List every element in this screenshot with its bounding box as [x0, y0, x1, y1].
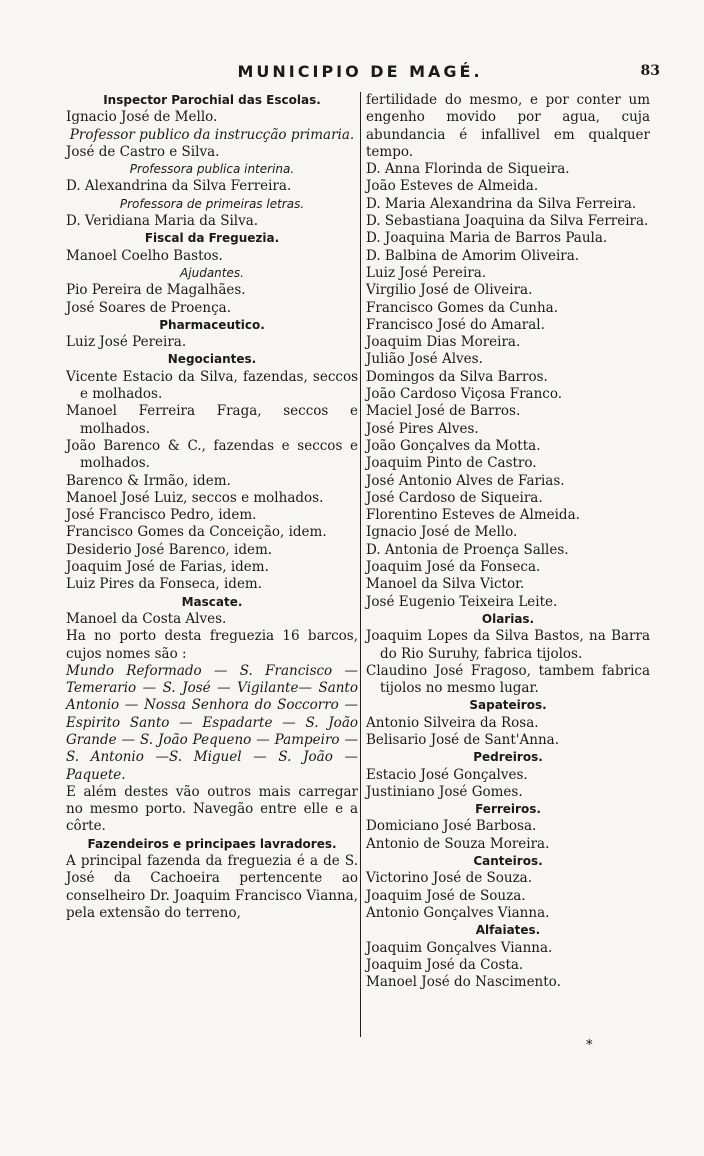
- list-entry: Manoel José do Nascimento.: [366, 974, 561, 991]
- left-column: [66, 92, 358, 922]
- list-entry: Domiciano José Barbosa.: [366, 818, 537, 835]
- list-entry: D. Joaquina Maria de Barros Paula.: [366, 230, 608, 247]
- role-heading: Professor publico da instrucção primaria.: [69, 126, 355, 143]
- section-heading: Mascate.: [181, 594, 243, 609]
- section-heading: Olarias.: [481, 611, 535, 626]
- list-entry: João Esteves de Almeida.: [366, 178, 539, 195]
- list-entry: José Francisco Pedro, idem.: [66, 507, 257, 524]
- list-entry: Virgilio José de Oliveira.: [366, 282, 533, 299]
- list-entry: Julião José Alves.: [366, 351, 483, 368]
- list-entry: José de Castro e Silva.: [66, 143, 220, 160]
- section-subheading: Professora publica interina.: [129, 162, 295, 177]
- list-entry: Manoel José Luiz, seccos e molhados.: [66, 489, 324, 506]
- list-entry: José Cardoso de Siqueira.: [366, 489, 543, 506]
- list-entry: D. Anna Florinda de Siqueira.: [366, 161, 570, 178]
- section-heading: Inspector Parochial das Escolas.: [103, 93, 321, 107]
- list-entry: Claudino José Fragoso, tambem fabrica tijolos no mesmo lugar.: [366, 662, 650, 697]
- list-entry: Joaquim José da Costa.: [366, 956, 524, 973]
- section-heading: Sapateiros.: [469, 698, 547, 713]
- paragraph: Ha no porto desta freguezia 16 barcos, cujos nomes são :: [66, 628, 358, 662]
- list-entry: José Eugenio Teixeira Leite.: [366, 593, 558, 610]
- list-entry: José Soares de Proença.: [66, 299, 232, 316]
- footer-mark: *: [586, 1038, 593, 1053]
- paragraph: fertilidade do mesmo, e por conter um engenho movido por agua, cuja abundancia é infallivel em qualquer tempo.: [366, 92, 650, 160]
- list-entry: D. Veridiana Maria da Silva.: [66, 213, 259, 230]
- list-entry: Antonio de Souza Moreira.: [366, 835, 550, 852]
- list-entry: Joaquim Pinto de Castro.: [366, 455, 537, 472]
- section-heading: Negociantes.: [167, 352, 257, 367]
- page-number: 83: [640, 63, 660, 79]
- list-entry: Vicente Estacio da Silva, fazendas, seccos e molhados.: [66, 368, 358, 403]
- list-entry: D. Alexandrina da Silva Ferreira.: [66, 178, 292, 195]
- list-entry: D. Sebastiana Joaquina da Silva Ferreira.: [366, 213, 649, 230]
- list-entry: José Antonio Alves de Farias.: [366, 472, 565, 489]
- section-heading: Ferreiros.: [475, 802, 541, 817]
- list-entry: Joaquim José de Souza.: [366, 887, 526, 904]
- list-entry: Ignacio José de Mello.: [366, 524, 518, 541]
- list-entry: Antonio Silveira da Rosa.: [366, 714, 539, 731]
- list-entry: Manoel Coelho Bastos.: [66, 247, 223, 264]
- list-entry: João Barenco & C., fazendas e seccos e molhados.: [66, 437, 358, 472]
- list-entry: Desiderio José Barenco, idem.: [66, 541, 273, 558]
- list-entry: João Cardoso Viçosa Franco.: [366, 386, 563, 403]
- list-entry: Francisco Gomes da Conceição, idem.: [66, 524, 327, 541]
- list-entry: João Gonçalves da Motta.: [366, 437, 541, 454]
- list-entry: Luiz José Pereira.: [66, 334, 187, 351]
- list-entry: D. Antonia de Proença Salles.: [366, 541, 569, 558]
- list-entry: Manoel Ferreira Fraga, seccos e molhados.: [66, 403, 358, 437]
- list-entry: Ignacio José de Mello.: [66, 109, 218, 126]
- section-heading: Fiscal da Freguezia.: [144, 231, 280, 246]
- section-heading: Pedreiros.: [473, 750, 543, 765]
- list-entry: D. Maria Alexandrina da Silva Ferreira.: [366, 195, 637, 212]
- list-entry: Manoel da Costa Alves.: [66, 610, 227, 627]
- list-entry: Joaquim Gonçalves Vianna.: [366, 939, 553, 956]
- list-entry: Antonio Gonçalves Vianna.: [366, 904, 550, 921]
- boat-names-paragraph: Mundo Reformado — S. Francisco — Temerario — S. José — Vigilante— Santo Antonio — Nossa Senhora do Soccorro — Espirito Santo — Espadarte — S. João Grande — S. João Pequeno — Pampeiro — S. Antonio —S. Miguel — S. João — Paquete.: [66, 662, 358, 783]
- list-entry: Joaquim José de Farias, idem.: [66, 559, 269, 576]
- list-entry: Manoel da Silva Victor.: [366, 576, 525, 593]
- list-entry: Maciel José de Barros.: [366, 403, 521, 420]
- list-entry: Francisco José do Amaral.: [366, 316, 545, 333]
- list-entry: Victorino José de Souza.: [366, 870, 533, 887]
- section-subheading: Ajudantes.: [180, 265, 244, 280]
- section-subheading: Professora de primeiras letras.: [119, 196, 305, 211]
- paragraph: A principal fazenda da freguezia é a de S. José da Cachoeira pertencente ao conselheiro Dr. Joaquim Francisco Vianna, pela extensão do terreno,: [66, 853, 358, 921]
- section-heading: Alfaiates.: [475, 923, 541, 938]
- page-title: MUNICIPIO DE MAGÉ.: [237, 62, 483, 81]
- list-entry: Joaquim Dias Moreira.: [366, 334, 521, 351]
- list-entry: Luiz Pires da Fonseca, idem.: [66, 576, 263, 593]
- list-entry: Florentino Esteves de Almeida.: [366, 507, 580, 524]
- column-divider: [360, 92, 361, 1037]
- list-entry: Barenco & Irmão, idem.: [66, 472, 231, 489]
- list-entry: Luiz José Pereira.: [366, 264, 487, 281]
- list-entry: Joaquim Lopes da Silva Bastos, na Barra do Rio Suruhy, fabrica tijolos.: [366, 628, 650, 662]
- list-entry: Pio Pereira de Magalhães.: [66, 282, 246, 299]
- list-entry: Domingos da Silva Barros.: [366, 368, 548, 385]
- section-heading: Pharmaceutico.: [159, 317, 265, 332]
- page-header: [60, 62, 660, 86]
- list-entry: Belisario José de Sant'Anna.: [366, 731, 559, 748]
- list-entry: Francisco Gomes da Cunha.: [366, 299, 559, 316]
- list-entry: Justiniano José Gomes.: [366, 783, 523, 800]
- section-heading: Canteiros.: [473, 854, 543, 869]
- list-entry: José Pires Alves.: [366, 420, 479, 437]
- right-column: [366, 92, 650, 991]
- list-entry: Estacio José Gonçalves.: [366, 766, 528, 783]
- section-heading: Fazendeiros e principaes lavradores.: [87, 836, 337, 851]
- list-entry: Joaquim José da Fonseca.: [366, 559, 541, 576]
- list-entry: D. Balbina de Amorim Oliveira.: [366, 247, 580, 264]
- paragraph: E além destes vão outros mais carregar no mesmo porto. Navegão entre elle e a côrte.: [66, 783, 358, 835]
